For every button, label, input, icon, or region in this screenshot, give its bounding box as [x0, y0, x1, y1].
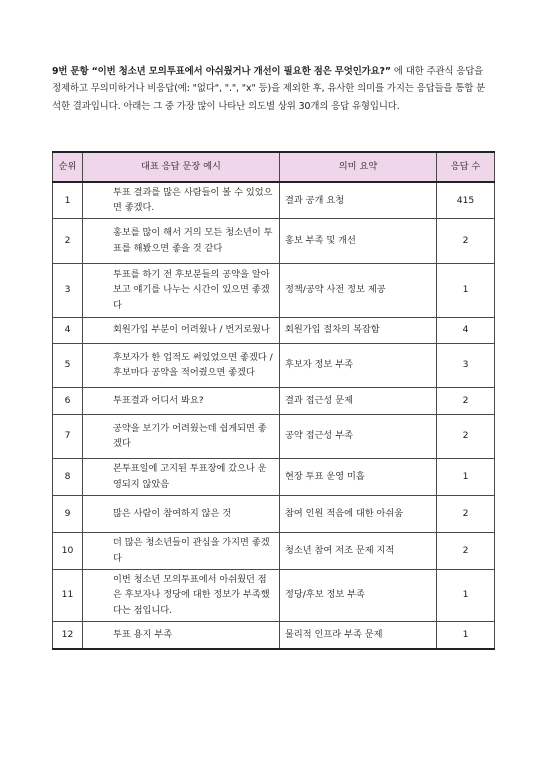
table-row [53, 495, 495, 532]
header-count: 응답 수 [437, 152, 495, 182]
meaning-cell: 홍보 부족 및 개선 [280, 218, 437, 263]
table-row [53, 621, 495, 649]
rank-cell: 9 [53, 495, 83, 532]
example-cell: 투표 용지 부족 [83, 621, 280, 649]
meaning-cell: 결과 공개 요청 [280, 182, 437, 218]
count-cell: 1 [437, 569, 495, 621]
table-row [53, 458, 495, 495]
header-example: 대표 응답 문장 예시 [83, 152, 280, 182]
rank-cell: 3 [53, 263, 83, 317]
intro-description: 에 대한 주관식 응답을 정제하고 무의미하거나 비응답(예: "없다", ".", "x" 등)을 제외한 후, 유사한 의미를 가지는 응답들을 통합 분석한 결과입니다. 아래는 그 중 가장 많이 나타난 의도별 상위 30개의 응답 유형입니다. [52, 66, 486, 112]
count-cell: 415 [437, 182, 495, 218]
rank-cell: 8 [53, 458, 83, 495]
response-table [52, 151, 495, 650]
rank-cell: 2 [53, 218, 83, 263]
meaning-cell: 현장 투표 운영 미흡 [280, 458, 437, 495]
table-row [53, 414, 495, 458]
rank-cell: 1 [53, 182, 83, 218]
example-cell: 투표 결과를 많은 사람들이 볼 수 있었으면 좋겠다. [83, 182, 280, 218]
table-header [53, 152, 495, 182]
example-cell: 이번 청소년 모의투표에서 아쉬웠던 점은 후보자나 정당에 대한 정보가 부족했다는 점입니다. [83, 569, 280, 621]
table-row [53, 263, 495, 317]
rank-cell: 4 [53, 317, 83, 343]
example-cell: 후보자가 한 업적도 써있었으면 좋겠다 / 후보마다 공약을 적어줬으면 좋겠다 [83, 343, 280, 387]
rank-cell: 10 [53, 532, 83, 569]
header-row [53, 152, 495, 182]
table-row [53, 387, 495, 414]
meaning-cell: 청소년 참여 저조 문제 지적 [280, 532, 437, 569]
meaning-cell: 정책/공약 사전 정보 제공 [280, 263, 437, 317]
count-cell: 3 [437, 343, 495, 387]
example-cell: 투표를 하기 전 후보분들의 공약을 알아보고 얘기를 나누는 시간이 있으면 좋겠다 [83, 263, 280, 317]
meaning-cell: 공약 접근성 부족 [280, 414, 437, 458]
example-cell: 본투표일에 고지된 투표장에 갔으나 운영되지 않았음 [83, 458, 280, 495]
meaning-cell: 결과 접근성 문제 [280, 387, 437, 414]
table-row [53, 317, 495, 343]
count-cell: 1 [437, 263, 495, 317]
table-row [53, 218, 495, 263]
count-cell: 2 [437, 532, 495, 569]
question-title: 9번 문항 “이번 청소년 모의투표에서 아쉬웠거나 개선이 필요한 점은 무엇인가요?” [52, 66, 391, 77]
table-row [53, 532, 495, 569]
rank-cell: 11 [53, 569, 83, 621]
example-cell: 공약을 보기가 어려웠는데 쉽게되면 좋겠다 [83, 414, 280, 458]
count-cell: 2 [437, 495, 495, 532]
table-row [53, 569, 495, 621]
example-cell: 많은 사람이 참여하지 않은 것 [83, 495, 280, 532]
example-cell: 홍보를 많이 해서 거의 모든 청소년이 투표를 해봤으면 좋을 것 같다 [83, 218, 280, 263]
header-rank: 순위 [53, 152, 83, 182]
header-meaning: 의미 요약 [280, 152, 437, 182]
meaning-cell: 정당/후보 정보 부족 [280, 569, 437, 621]
rank-cell: 6 [53, 387, 83, 414]
meaning-cell: 물리적 인프라 부족 문제 [280, 621, 437, 649]
example-cell: 투표결과 어디서 봐요? [83, 387, 280, 414]
count-cell: 4 [437, 317, 495, 343]
meaning-cell: 참여 인원 적음에 대한 아쉬움 [280, 495, 437, 532]
rank-cell: 5 [53, 343, 83, 387]
count-cell: 1 [437, 621, 495, 649]
count-cell: 2 [437, 387, 495, 414]
count-cell: 2 [437, 218, 495, 263]
example-cell: 더 많은 청소년들이 관심을 가지면 좋겠다 [83, 532, 280, 569]
count-cell: 1 [437, 458, 495, 495]
table-row [53, 182, 495, 218]
rank-cell: 7 [53, 414, 83, 458]
meaning-cell: 회원가입 절차의 복잡함 [280, 317, 437, 343]
count-cell: 2 [437, 414, 495, 458]
meaning-cell: 후보자 정보 부족 [280, 343, 437, 387]
intro-paragraph [52, 63, 492, 115]
example-cell: 회원가입 부분이 어려웠나 / 번거로웠나 [83, 317, 280, 343]
table-row [53, 343, 495, 387]
rank-cell: 12 [53, 621, 83, 649]
table-body [53, 182, 495, 649]
